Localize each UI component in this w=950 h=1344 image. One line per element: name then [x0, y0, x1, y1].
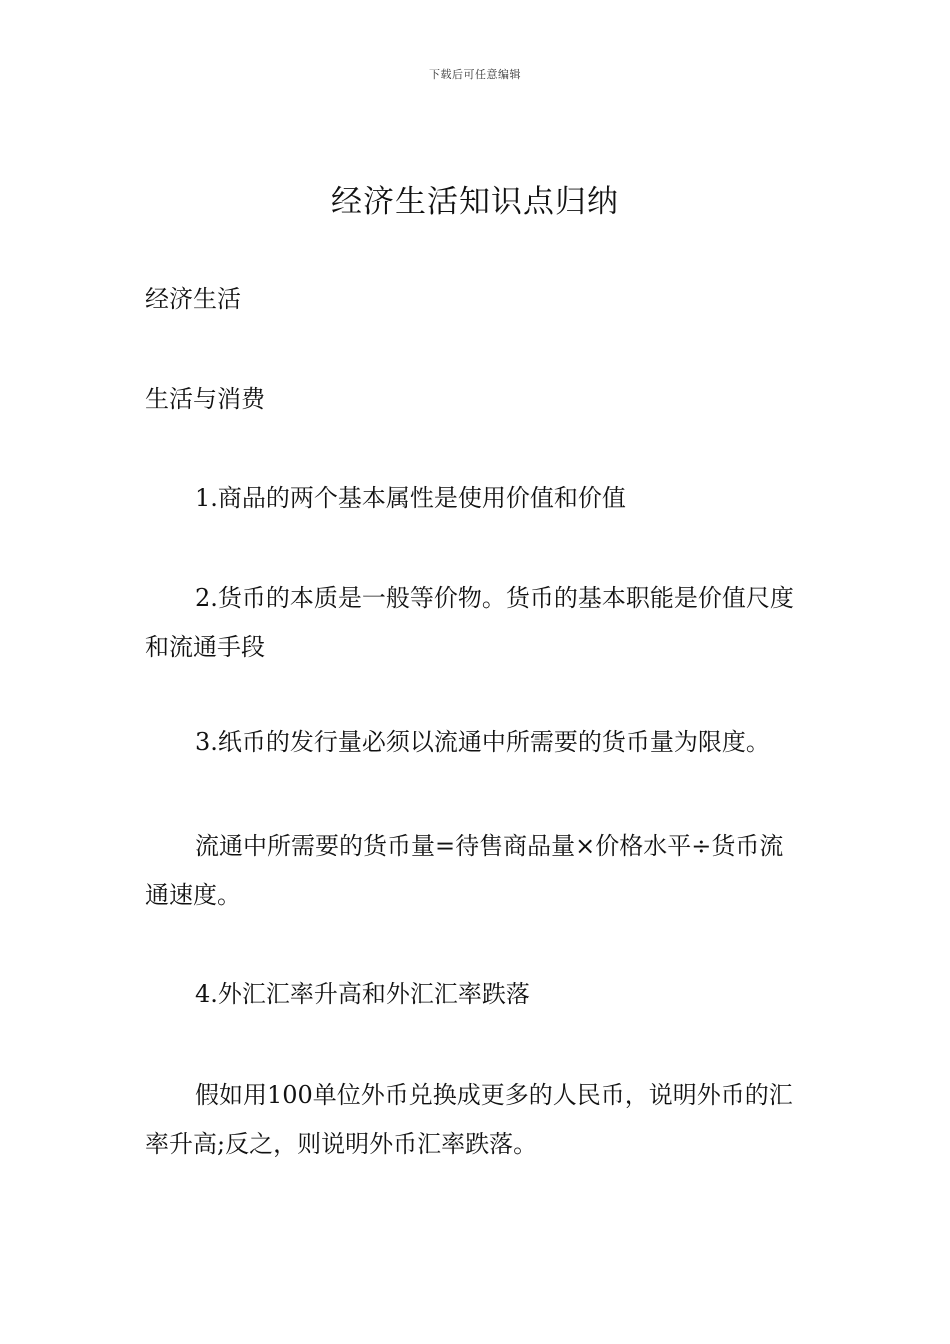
subsection-heading: 生活与消费: [145, 385, 265, 413]
paragraph-1: 1.商品的两个基本属性是使用价值和价值: [195, 484, 626, 512]
paragraph-4: 流通中所需要的货币量=待售商品量×价格水平÷货币流通速度。: [145, 832, 784, 909]
header-note: 下载后可任意编辑: [429, 68, 521, 81]
document-title: 经济生活知识点归纳: [331, 184, 619, 220]
paragraph-5: 4.外汇汇率升高和外汇汇率跌落: [195, 980, 530, 1008]
paragraph-2: 2.货币的本质是一般等价物。货币的基本职能是价值尺度和流通手段: [145, 584, 794, 661]
paragraph-3: 3.纸币的发行量必须以流通中所需要的货币量为限度。: [195, 728, 770, 756]
section-heading: 经济生活: [145, 285, 241, 313]
paragraph-6: 假如用100单位外币兑换成更多的人民币，说明外币的汇率升高;反之，则说明外币汇率跌落。: [145, 1081, 793, 1158]
